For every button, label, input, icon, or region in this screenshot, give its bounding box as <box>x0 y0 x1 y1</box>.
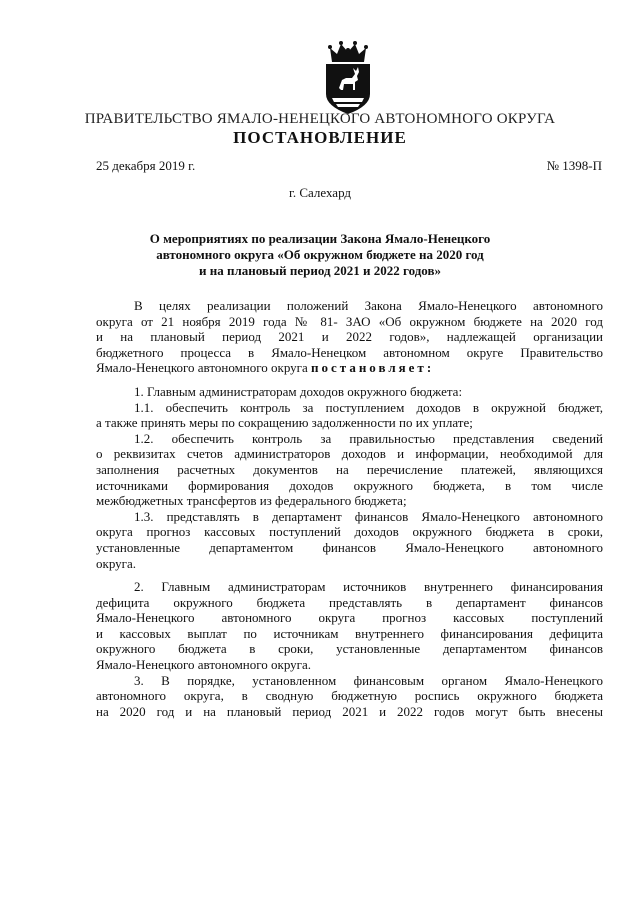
body-line: установленные департаментом финансов Ямало-Ненецкого автономного <box>96 539 603 555</box>
title-line: и на плановый период 2021 и 2022 годов» <box>199 263 441 278</box>
body-line: Ямало-Ненецкого автономного округа. <box>96 657 312 673</box>
decree-word: постановляет: <box>311 360 435 376</box>
item-2 <box>96 579 603 673</box>
item-1-1 <box>96 400 603 431</box>
item-3 <box>96 673 603 720</box>
body-line: округа. <box>96 555 136 571</box>
body-line: В целях реализации положений Закона Ямало-Ненецкого автономного <box>134 298 603 313</box>
item-1-3 <box>96 509 603 571</box>
body-line: 1.3. представлять в департамент финансов Ямало-Ненецкого автономного <box>134 508 603 524</box>
body-line: 1.1. обеспечить контроль за поступлением доходов в окружной бюджет, <box>134 399 603 415</box>
document-type: ПОСТАНОВЛЕНИЕ <box>233 128 407 147</box>
body-line: округа прогноз кассовых поступлений доходов окружного бюджета в сроки, <box>96 524 603 540</box>
body-line: бюджетного процесса в Ямало-Ненецком автономном округе Правительство <box>96 344 603 360</box>
title-line: О мероприятиях по реализации Закона Ямало-Ненецкого <box>149 231 491 246</box>
title-line: автономного округа «Об окружном бюджете на 2020 год <box>156 247 484 262</box>
body-line: на 2020 год и на плановый период 2021 и 2022 годов могут быть внесены <box>96 703 603 719</box>
body-line: 2. Главным администраторам источников внутреннего финансирования <box>134 579 603 595</box>
item-1-2 <box>96 431 603 509</box>
body-line: Ямало-Ненецкого автономного округа прогноз кассовых поступлений <box>96 610 603 626</box>
body-line: дефицита окружного бюджета представлять в департамент финансов <box>96 594 603 610</box>
body-line: и кассовых выплат по источникам внутреннего финансирования дефицита <box>96 625 603 641</box>
coat-of-arms-icon <box>322 40 374 116</box>
preamble-paragraph <box>96 298 603 376</box>
body-line: 3. В порядке, установленном финансовым органом Ямало-Ненецкого <box>134 672 603 688</box>
document-body <box>96 298 603 719</box>
body-line: округа от 21 ноября 2019 года № 81- ЗАО «Об окружном бюджете на 2020 год <box>96 313 603 329</box>
body-line: автономного округа, в сводную бюджетную роспись окружного бюджета <box>96 688 603 704</box>
body-line: заполнения расчетных документов на перечисление платежей, являющихся <box>96 461 603 477</box>
document-city: г. Салехард <box>288 185 352 200</box>
body-line: источниками формирования доходов окружного бюджета, в том числе <box>96 477 603 493</box>
document-title <box>120 231 520 279</box>
body-line: а также принять меры по сокращению задолженности по их уплате; <box>96 415 473 431</box>
body-line: о реквизитах счетов администраторов доходов и информации, необходимой для <box>96 446 603 462</box>
body-line: и на плановый период 2021 и 2022 годов», надлежащей организации <box>96 329 603 345</box>
government-name: ПРАВИТЕЛЬСТВО ЯМАЛО-НЕНЕЦКОГО АВТОНОМНОГО ОКРУГА <box>84 111 556 127</box>
item-1: 1. Главным администраторам доходов окружного бюджета: <box>134 383 463 399</box>
document-number: № 1398-П <box>546 158 602 173</box>
body-line <box>96 360 603 376</box>
document-date: 25 декабря 2019 г. <box>96 158 196 173</box>
body-line: окружного бюджета в сроки, установленные департаментом финансов <box>96 641 603 657</box>
body-line: 1.2. обеспечить контроль за правильностью представления сведений <box>134 430 603 446</box>
body-line-text: Ямало-Ненецкого автономного округа <box>96 360 308 376</box>
body-line: межбюджетных трансфертов из федерального бюджета; <box>96 493 407 509</box>
